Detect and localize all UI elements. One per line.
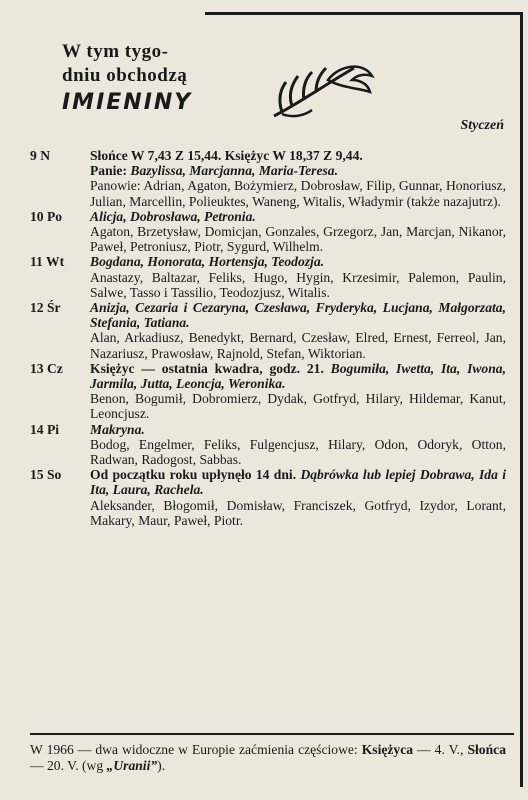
entry-line: Anizja, Cezaria i Cezaryna, Czesława, Fryderyka, Lucjana, Małgorzata, Stefania, Tatiana. [90, 300, 506, 331]
day-label: 12 Śr [30, 300, 61, 316]
footer-note [30, 742, 506, 774]
entry-line: Alan, Arkadiusz, Benedykt, Bernard, Czesław, Elred, Ernest, Ferreol, Jan, Nazariusz, Prawosław, Rajnold, Stefan, Wiktorian. [90, 330, 506, 361]
entry-line: Aleksander, Błogomił, Domisław, Franciszek, Gotfryd, Izydor, Lorant, Makary, Maur, Paweł, Piotr. [90, 497, 506, 528]
entry-line: Bodog, Engelmer, Feliks, Fulgencjusz, Hilary, Odon, Odoryk, Otton, Radwan, Radogost, Sabbas. [90, 436, 506, 468]
day-names [90, 254, 506, 300]
entry-line: Bogdana, Honorata, Hortensja, Teodozja. [90, 254, 325, 270]
footer-text-2: — 4. V., [413, 742, 468, 757]
day-entry [30, 300, 506, 361]
footer-source: „Uranii” [106, 758, 158, 773]
entry-line [90, 361, 506, 391]
day-label: 11 Wt [30, 254, 65, 270]
footer-text-3: — 20. V. (wg [30, 758, 107, 773]
footer-moon: Księżyca [361, 742, 414, 757]
entry-line: Makryna. [90, 421, 145, 437]
column-header [62, 40, 262, 117]
day-label: 15 So [30, 467, 62, 483]
entry-line: Słońce W 7,43 Z 15,44. Księżyc W 18,37 Z 9,44. [90, 148, 363, 163]
day-names [90, 361, 506, 422]
entry-line-lead: Księżyc — ostatnia kwadra, godz. 21. [90, 360, 331, 376]
header-line-3: IMIENINY [62, 90, 193, 115]
entry-line: Panowie: Adrian, Agaton, Bożymierz, Dobrosław, Filip, Gunnar, Honoriusz, Julian, Marcellin, Polieuktes, Waneng, Witalis, Władymir (także nazajutrz). [90, 178, 506, 209]
entry-line: Agaton, Brzetysław, Domicjan, Gonzales, Grzegorz, Jan, Marcjan, Nikanor, Paweł, Petroniusz, Piotr, Sygurd, Wilhelm. [90, 224, 506, 255]
header-line-1: W tym tygo- [62, 41, 169, 62]
calendar-entries [30, 148, 506, 528]
entry-line-names: Bazylissa, Marcjanna, Maria-Teresa. [130, 163, 338, 179]
header-line-2: dniu obchodzą [62, 65, 188, 86]
day-names [90, 467, 506, 528]
day-names [90, 209, 506, 255]
entry-line [90, 163, 506, 178]
entry-line-names: Bogumiła, Iwetta, Ita, Iwona, Jarmila, Jutta, Leoncja, Weronika. [90, 360, 506, 392]
day-entry [30, 422, 506, 468]
month-label: Styczeń [460, 118, 504, 133]
day-entry [30, 467, 506, 528]
laurel-ornament-icon [268, 60, 378, 122]
top-rule [205, 12, 523, 15]
entry-line [90, 467, 506, 497]
day-names [90, 300, 506, 361]
right-rule [520, 12, 523, 787]
footer-rule [30, 733, 514, 735]
day-entry [30, 148, 506, 209]
day-label: 10 Po [30, 208, 63, 224]
footer-sun: Słońca [467, 742, 506, 757]
day-label: 13 Cz [30, 360, 63, 376]
entry-line-names: Dąbrówka lub lepiej Dobrawa, Ida i Ita, Laura, Rachela. [90, 467, 506, 498]
day-label: 14 Pi [30, 421, 60, 437]
day-entry [30, 361, 506, 422]
footer-text-1: W 1966 — dwa widoczne w Europie zaćmienia częściowe: [30, 742, 362, 757]
entry-line: Benon, Bogumił, Dobromierz, Dydak, Gotfryd, Hilary, Hildemar, Kanut, Leoncjusz. [90, 391, 506, 422]
day-names [90, 148, 506, 209]
entry-line-lead: Od początku roku upłynęło 14 dni. [90, 467, 301, 483]
day-label: 9 N [30, 148, 51, 163]
day-names [90, 422, 506, 468]
entry-line: Alicja, Dobrosława, Petronia. [90, 208, 256, 224]
footer-text-4: ). [157, 758, 166, 773]
day-entry [30, 209, 506, 255]
day-entry [30, 254, 506, 300]
entry-line-lead: Panie: [90, 163, 131, 179]
entry-line: Anastazy, Baltazar, Feliks, Hugo, Hygin, Krzesimir, Palemon, Paulin, Salwe, Tasso i Tassilio, Teodozjusz, Witalis. [90, 269, 506, 300]
